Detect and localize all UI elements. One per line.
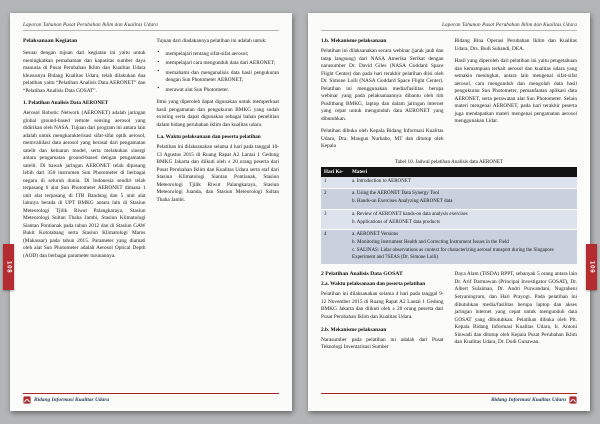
footer-row <box>23 396 279 404</box>
paragraph: Bidang Bina Operasi Perubahan Iklim dan Kualitas Udara, Drs. Budi Suhandi, DEA. <box>454 38 577 52</box>
paragraph: Pelatihan ini dilaksanakan selama 4 hari pada tanggal 9-12 November 2015 di Ruang Rapat A2 Lantai 1 Gedung BMKG Jakarta dan diikuti oleh ± 20 orang peserta dari Pusat Perubahan Iklim dan Kualitas Udara. <box>321 291 444 320</box>
footer-logo-icon <box>569 396 577 404</box>
document-page-right <box>308 13 590 411</box>
paragraph: Daya Alam (TISDA) BPPT, sebanyak 5 orang antara lain Dr. Arif Darmawan (Principal Investigator GOSAT), Dr. Albert Sulaiman, Dr. Andri Purwandani, Nugraheni Setyaningrum, dan Hari Prayogi. Pada pelatihan ini dibutuhkan media/fasilitas berupa laptop dan akses jaringan internet yang cepat untuk mengunduh data GOSAT yang dibutuhkan. Pelatihan dibuka oleh Plt. Kepala Bidang Informasi Kualitas Udara, Ir. Antoni Sinwadi dan ditutup oleh Kepala Pusat Perubahan Iklim dan Kualitas Udara, Dr. Dodi Gunawan. <box>454 271 577 346</box>
right-page-column-2 <box>455 38 578 131</box>
right-page-column-1 <box>321 38 444 156</box>
running-header-left: Laporan Tahunan Pusat Perubahan Iklim dan Kualitas Udara <box>23 22 279 31</box>
right-page-columns-bottom <box>321 271 577 356</box>
column-header-hari: Hari Ke- <box>321 167 349 177</box>
list-item: ▪ merawat alat Sun Photometer. <box>157 87 280 95</box>
day-cell: 1 <box>321 177 349 189</box>
paragraph: Sesuai dengan tujuan dari kegiatan ini yaitu untuk meningkatkan pemahaman dan kapasitas sumber daya manusia di Pusat Perubahan Iklim dan Kualitas Udara khususnya Bidang Kualitas Udara, telah dilakukan dua pelatihan yaitu “Pelatihan Analisis Data AERONET” dan “Pelatihan Analisis Data GOSAT”. <box>23 50 146 94</box>
list-item: ▪ memahami dan menganalisis data hasil pengukuran dengan Sun Photometer AERONET; <box>157 70 280 85</box>
section-heading-gosat: 2 Pelatihan Analisis Data GOSAT <box>321 271 403 278</box>
subsection-heading-waktu-1a: 1.a. Waktu pelaksanaan dan peserta pelatihan <box>156 134 261 141</box>
table-caption: Tabel 10. Jadwal pelatihan Analisis data AERONET <box>394 158 504 165</box>
page-number: 109 <box>588 260 595 274</box>
table-row <box>321 177 577 189</box>
paragraph: Pelatihan ini dilaksanakan secara webinar (jarak jauh dan tatap langsung) dari NASA Amerika Serikat dengan narasumber Dr. David Giles (NASA Goddard Space Flight Center) dan pada hari terakhir pelatihan diisi oleh Dr. Simone Lolli (NASA Goddard Space Flight Center). Pelatihan ini menggunakan media/fasilitas berupa webinar yang pada pelaksanaannya dibantu oleh tim Puslitbang BMKG, laptop dan dalam jaringan internet yang cepat untuk mengunduh data AERONET yang dibutuhkan. <box>321 48 444 122</box>
table-header-row <box>321 167 577 177</box>
materi-cell <box>349 177 577 189</box>
materi-line: b. Applications of AERONET data products <box>352 219 440 225</box>
materi-line: b. Hands-on Exercises Analyzing AERONET data <box>352 199 453 205</box>
left-page-column-2 <box>157 38 280 209</box>
paragraph: Ilmu yang diperoleh dapat digunakan untuk memperkuat hasil pengamatan dan pengukuran BMKG yang sudah existing serta dapat digunakan sebagai bahan penelitian dalam bidang perubahan iklim dan kualitas udara. <box>156 99 279 128</box>
paragraph: Narasumber pada pelatihan ini adalah dari Pusat Teknologi Inventarisasi Sumber <box>321 336 444 351</box>
page-footer-left <box>23 393 279 405</box>
left-page-column-1 <box>23 38 146 265</box>
table-row <box>321 189 577 210</box>
right-page-column-3 <box>321 271 444 356</box>
right-page-column-4 <box>455 271 578 351</box>
materi-line: a. AERONET Versions <box>352 232 399 238</box>
footer-label: Bidang Informasi Kualitas Udara <box>490 397 566 403</box>
page-number: 108 <box>5 260 12 274</box>
footer-label: Bidang Informasi Kualitas Udara <box>34 397 110 403</box>
section-heading-pelaksanaan: Pelaksanaan Kegiatan <box>23 38 78 44</box>
paragraph: Pelatihan ini dilaksanakan selama 4 hari pada tanggal 10-13 Agustus 2015 di Ruang Rapat A2 Lantai 1 Gedung BMKG Jakarta dan diikuti oleh ± 20 orang peserta dari Pusat Perubahan Iklim dan Kualitas Udara serta staf dari Stasiun Klimatologi Siantan Pontianak, Stasiun Meteorologi Tjilik Riwut Palangkaraya, Stasiun Meteorologi Juanda, dan Stasiun Meteorologi Sultan Thaha Jambi. <box>156 144 279 203</box>
day-cell: 3 <box>321 209 349 230</box>
table-body <box>321 177 577 265</box>
subsection-heading-mekanisme-2b: 2.b. Mekanisme pelaksanaan <box>321 326 387 333</box>
paragraph: Pelatihan dibuka oleh Kepala Bidang Informasi Kualitas Udara, Dra. Maugun Nurhabo, MT dan ditutup oleh Kepala <box>321 128 444 150</box>
left-page-content <box>10 13 292 411</box>
materi-line: c. SALINAS: Lidar observations as context for characterizing aerosol transport during the Singapore Experiment and 7SEAS (Dr. Simone Lolli) <box>352 247 554 260</box>
subsection-heading-mekanisme-1b: 1.b. Mekanisme pelaksanaan <box>321 38 387 44</box>
subsection-heading-waktu-2a: 2.a. Waktu pelaksanaan dan peserta pelatihan <box>321 281 426 288</box>
materi-line: a. Introduction to AERONET <box>352 178 411 184</box>
materi-line: b. Monitoring Instrument Health and Correcting Instrument Issues in the Field <box>352 240 509 246</box>
materi-line: a. Review of AERONET hands-on data analysis exercises <box>352 211 468 217</box>
paragraph: Hasil yang diperoleh dari pelatihan ini yaitu pengetahuan dan kemampuan terkait aerosol dan kualitas udara yang semakin meningkat, antara lain mengenai sifat-sifat aerosol, cara mengunduh dan mengolah data hasil pengukuran Sun Photometer, pemanfaatan aplikasi data AERONET, serta perawatan alat Sun Photometer. Selain materi mengenai AERONET, pada hari terakhir peserta juga mendapatkan materi mengenai pengamatan aerosol menggunakan Lidar. <box>454 58 577 125</box>
left-page-columns <box>23 38 279 265</box>
footer-rule <box>23 393 279 394</box>
list-item: ▪ mempelajari tentang sifat-sifat aerosol; <box>157 51 280 59</box>
table-head <box>321 167 577 177</box>
paragraph: Aerosol Robotic Network (AERONET) adalah jaringan global ground-based remote sensing aerosol yang didirikan oleh NASA. Tujuan dari program ini antara lain adalah untuk mengkarakterisasi sifat-sifat optik aerosol, memvalidasi data aerosol yang berasal dari pengamatan satelit dan keluaran model, serta melakukan sinergi antara pengamatan ground-based dengan pengamatan satelit. Di bawah jaringan AERONET telah dipasang lebih dari 350 instrumen Sun Photometer di berbagai negara di seluruh dunia. Di Indonesia sendiri telah terpasang 6 alat Sun Photometer AERONET dimana 1 unit alat terpasang di ITB Bandung dan 5 unit alat lainnya berada di UPT BMKG antara lain di Stasiun Meteorologi Tjilik Riwut Palangkaraya, Stasiun Meteorologi Sultan Thaha Jambi, Stasiun Klimatologi Siantan Pontianak pada tahun 2012 dan di Stasiun GAW Bukit Kototabang serta Stasiun Klimatologi Maros (Makassar) pada tahun 2015. Parameter yang diamati oleh alat Sun Photometer adalah Aerosol Optical Depth (AOD) dan berbagai parameter turunannya. <box>23 110 146 259</box>
table-row <box>321 230 577 265</box>
materi-line: a. Using the AERONET Data Synergy Tool <box>352 191 440 197</box>
day-cell: 4 <box>321 230 349 265</box>
footer-row <box>321 396 577 404</box>
materi-cell <box>349 230 577 265</box>
aeronet-schedule-table <box>321 167 577 266</box>
table-row <box>321 209 577 230</box>
training-goals-list <box>157 51 280 95</box>
right-page-columns-top <box>321 38 577 156</box>
right-page-content <box>308 13 590 411</box>
list-item: ▪ mempelajari cara mengunduh data dari AERONET; <box>157 60 280 68</box>
materi-cell <box>349 209 577 230</box>
footer-rule <box>321 393 577 394</box>
document-page-left <box>10 13 292 411</box>
page-number-tab-left <box>3 244 14 290</box>
day-cell: 2 <box>321 189 349 210</box>
materi-cell <box>349 189 577 210</box>
page-number-tab-right <box>586 244 597 290</box>
footer-logo-icon <box>23 396 31 404</box>
page-footer-right <box>321 393 577 405</box>
running-header-right: Laporan Tahunan Pusat Perubahan Iklim dan Kualitas Udara <box>321 22 577 31</box>
column-header-materi: Materi <box>349 167 577 177</box>
subsection-heading-aeronet: 1. Pelatihan Analisis Data AERONET <box>23 100 109 107</box>
paragraph: Tujuan dari diadakannya pelatihan ini adalah untuk: <box>156 38 267 44</box>
